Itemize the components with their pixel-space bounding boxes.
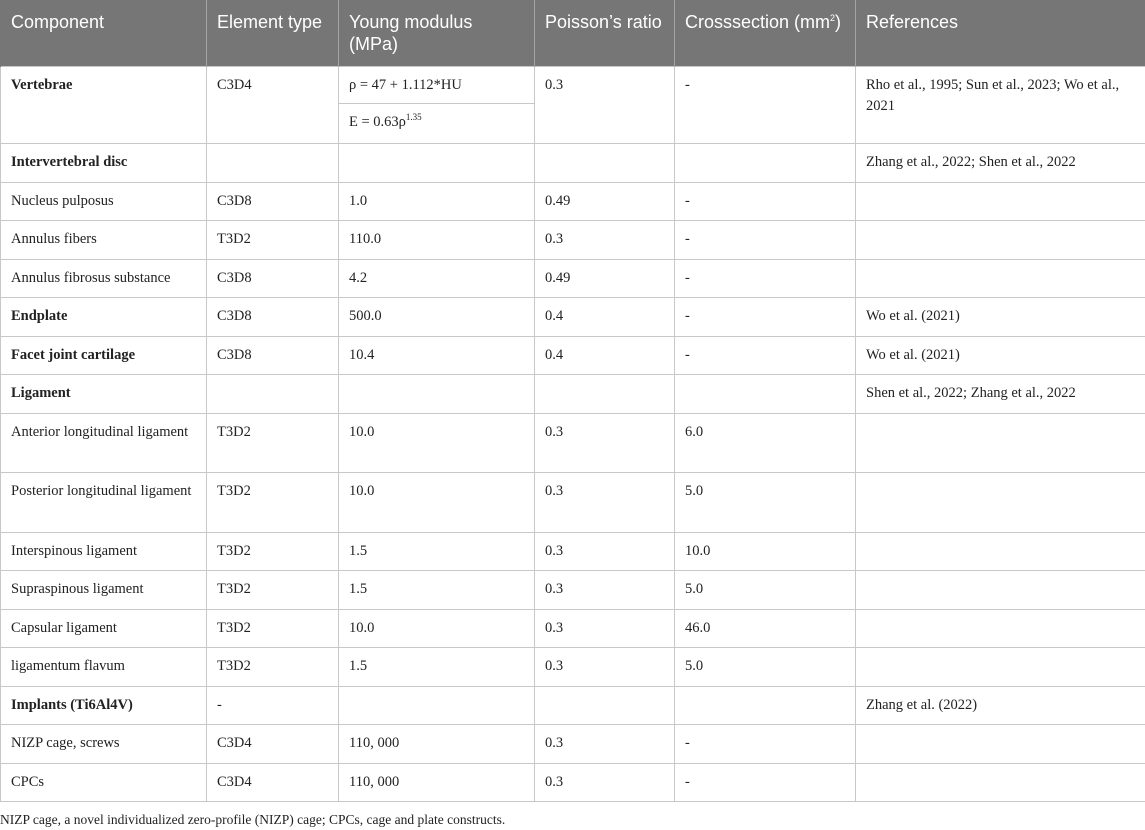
cell-component: Facet joint cartilage: [1, 336, 207, 375]
header-crosssection-label: Crosssection (mm: [685, 12, 831, 32]
cell-element-type: T3D2: [207, 532, 339, 571]
header-crosssection-close: ): [835, 12, 842, 32]
cell-element-type: C3D4: [207, 763, 339, 802]
cell-component: Annulus fibers: [1, 221, 207, 260]
table-row: [1, 336, 1145, 375]
cell-poisson: 0.3: [535, 221, 675, 260]
cell-component: Endplate: [1, 298, 207, 337]
modulus-formula-exponent: 1.35: [405, 112, 422, 123]
cell-crosssection: 6.0: [675, 413, 856, 473]
table-row: [1, 473, 1145, 533]
table-row: [1, 413, 1145, 473]
header-row: [1, 0, 1145, 67]
cell-poisson: 0.3: [535, 648, 675, 687]
cell-crosssection: 10.0: [675, 532, 856, 571]
cell-element-type: T3D2: [207, 609, 339, 648]
cell-poisson: 0.3: [535, 609, 675, 648]
cell-component: Capsular ligament: [1, 609, 207, 648]
cell-references: [856, 763, 1145, 802]
cell-crosssection: -: [675, 221, 856, 260]
cell-young-modulus: 1.5: [339, 648, 535, 687]
header-element-type: Element type: [207, 0, 339, 67]
cell-element-type: T3D2: [207, 221, 339, 260]
cell-references: Rho et al., 1995; Sun et al., 2023; Wo et al., 2021: [856, 67, 1145, 144]
cell-component: CPCs: [1, 763, 207, 802]
cell-component: Interspinous ligament: [1, 532, 207, 571]
cell-references: [856, 473, 1145, 533]
table-row: [1, 571, 1145, 610]
cell-crosssection: 46.0: [675, 609, 856, 648]
table-row: [1, 298, 1145, 337]
header-crosssection: [675, 0, 856, 67]
cell-poisson: [535, 686, 675, 725]
cell-crosssection: -: [675, 298, 856, 337]
cell-young-modulus: 110, 000: [339, 763, 535, 802]
cell-young-modulus: 10.4: [339, 336, 535, 375]
cell-component: Supraspinous ligament: [1, 571, 207, 610]
cell-crosssection: -: [675, 725, 856, 764]
cell-references: Zhang et al., 2022; Shen et al., 2022: [856, 144, 1145, 183]
cell-poisson: 0.3: [535, 67, 675, 144]
cell-poisson: 0.3: [535, 413, 675, 473]
cell-element-type: T3D2: [207, 648, 339, 687]
cell-poisson: 0.3: [535, 532, 675, 571]
cell-crosssection: 5.0: [675, 648, 856, 687]
table-row: [1, 144, 1145, 183]
cell-young-modulus: [339, 144, 535, 183]
cell-young-modulus: [339, 67, 535, 144]
header-young-modulus: Young modulus (MPa): [339, 0, 535, 67]
cell-component: Nucleus pulposus: [1, 182, 207, 221]
cell-references: [856, 182, 1145, 221]
cell-poisson: 0.3: [535, 571, 675, 610]
cell-poisson: [535, 375, 675, 414]
cell-references: [856, 725, 1145, 764]
cell-references: [856, 609, 1145, 648]
cell-component: Posterior longitudinal ligament: [1, 473, 207, 533]
cell-young-modulus: 1.5: [339, 571, 535, 610]
cell-poisson: 0.3: [535, 473, 675, 533]
cell-component: ligamentum flavum: [1, 648, 207, 687]
table-row: [1, 532, 1145, 571]
modulus-formula-base: E = 0.63ρ: [349, 114, 406, 130]
cell-young-modulus: 500.0: [339, 298, 535, 337]
cell-poisson: 0.49: [535, 182, 675, 221]
cell-young-modulus: 110.0: [339, 221, 535, 260]
cell-crosssection: -: [675, 336, 856, 375]
cell-references: Shen et al., 2022; Zhang et al., 2022: [856, 375, 1145, 414]
cell-young-modulus: 10.0: [339, 413, 535, 473]
cell-element-type: [207, 375, 339, 414]
cell-references: [856, 571, 1145, 610]
cell-crosssection: [675, 686, 856, 725]
table-row: [1, 221, 1145, 260]
cell-references: [856, 221, 1145, 260]
cell-references: Zhang et al. (2022): [856, 686, 1145, 725]
cell-crosssection: -: [675, 67, 856, 144]
cell-poisson: 0.49: [535, 259, 675, 298]
cell-element-type: C3D8: [207, 259, 339, 298]
cell-crosssection: [675, 144, 856, 183]
cell-element-type: C3D4: [207, 67, 339, 144]
cell-component: Anterior longitudinal ligament: [1, 413, 207, 473]
cell-element-type: T3D2: [207, 473, 339, 533]
density-formula: ρ = 47 + 1.112*HU: [339, 67, 534, 104]
table-row: [1, 182, 1145, 221]
table-row: [1, 609, 1145, 648]
table-row: [1, 763, 1145, 802]
table-row: [1, 648, 1145, 687]
cell-element-type: C3D4: [207, 725, 339, 764]
cell-element-type: C3D8: [207, 336, 339, 375]
cell-element-type: -: [207, 686, 339, 725]
header-crosssection-sup: 2: [830, 13, 836, 23]
cell-element-type: T3D2: [207, 571, 339, 610]
cell-component: Ligament: [1, 375, 207, 414]
cell-young-modulus: 4.2: [339, 259, 535, 298]
cell-element-type: [207, 144, 339, 183]
cell-young-modulus: 1.0: [339, 182, 535, 221]
cell-references: [856, 413, 1145, 473]
cell-references: [856, 259, 1145, 298]
cell-element-type: C3D8: [207, 298, 339, 337]
header-poisson: Poisson’s ratio: [535, 0, 675, 67]
table-row: [1, 725, 1145, 764]
cell-references: Wo et al. (2021): [856, 336, 1145, 375]
cell-crosssection: -: [675, 259, 856, 298]
table-footnote: NIZP cage, a novel individualized zero-profile (NIZP) cage; CPCs, cage and plate constructs.: [0, 812, 506, 827]
cell-young-modulus: 10.0: [339, 609, 535, 648]
cell-element-type: C3D8: [207, 182, 339, 221]
cell-component: NIZP cage, screws: [1, 725, 207, 764]
cell-young-modulus: [339, 686, 535, 725]
cell-element-type: T3D2: [207, 413, 339, 473]
cell-crosssection: -: [675, 763, 856, 802]
table-row: [1, 686, 1145, 725]
cell-young-modulus: [339, 375, 535, 414]
cell-crosssection: [675, 375, 856, 414]
header-references: References: [856, 0, 1145, 67]
cell-poisson: [535, 144, 675, 183]
cell-young-modulus: 1.5: [339, 532, 535, 571]
cell-references: [856, 532, 1145, 571]
cell-poisson: 0.4: [535, 298, 675, 337]
cell-poisson: 0.4: [535, 336, 675, 375]
table-row: [1, 375, 1145, 414]
cell-young-modulus: 110, 000: [339, 725, 535, 764]
cell-poisson: 0.3: [535, 763, 675, 802]
cell-crosssection: 5.0: [675, 473, 856, 533]
cell-crosssection: -: [675, 182, 856, 221]
cell-component: Vertebrae: [1, 67, 207, 144]
table-row: [1, 259, 1145, 298]
modulus-formula: [339, 104, 534, 141]
cell-component: Intervertebral disc: [1, 144, 207, 183]
cell-crosssection: 5.0: [675, 571, 856, 610]
cell-young-modulus: 10.0: [339, 473, 535, 533]
cell-poisson: 0.3: [535, 725, 675, 764]
table-row-vertebrae: [1, 67, 1145, 144]
cell-component: Annulus fibrosus substance: [1, 259, 207, 298]
header-component: Component: [1, 0, 207, 67]
cell-references: [856, 648, 1145, 687]
cell-component: Implants (Ti6Al4V): [1, 686, 207, 725]
cell-references: Wo et al. (2021): [856, 298, 1145, 337]
